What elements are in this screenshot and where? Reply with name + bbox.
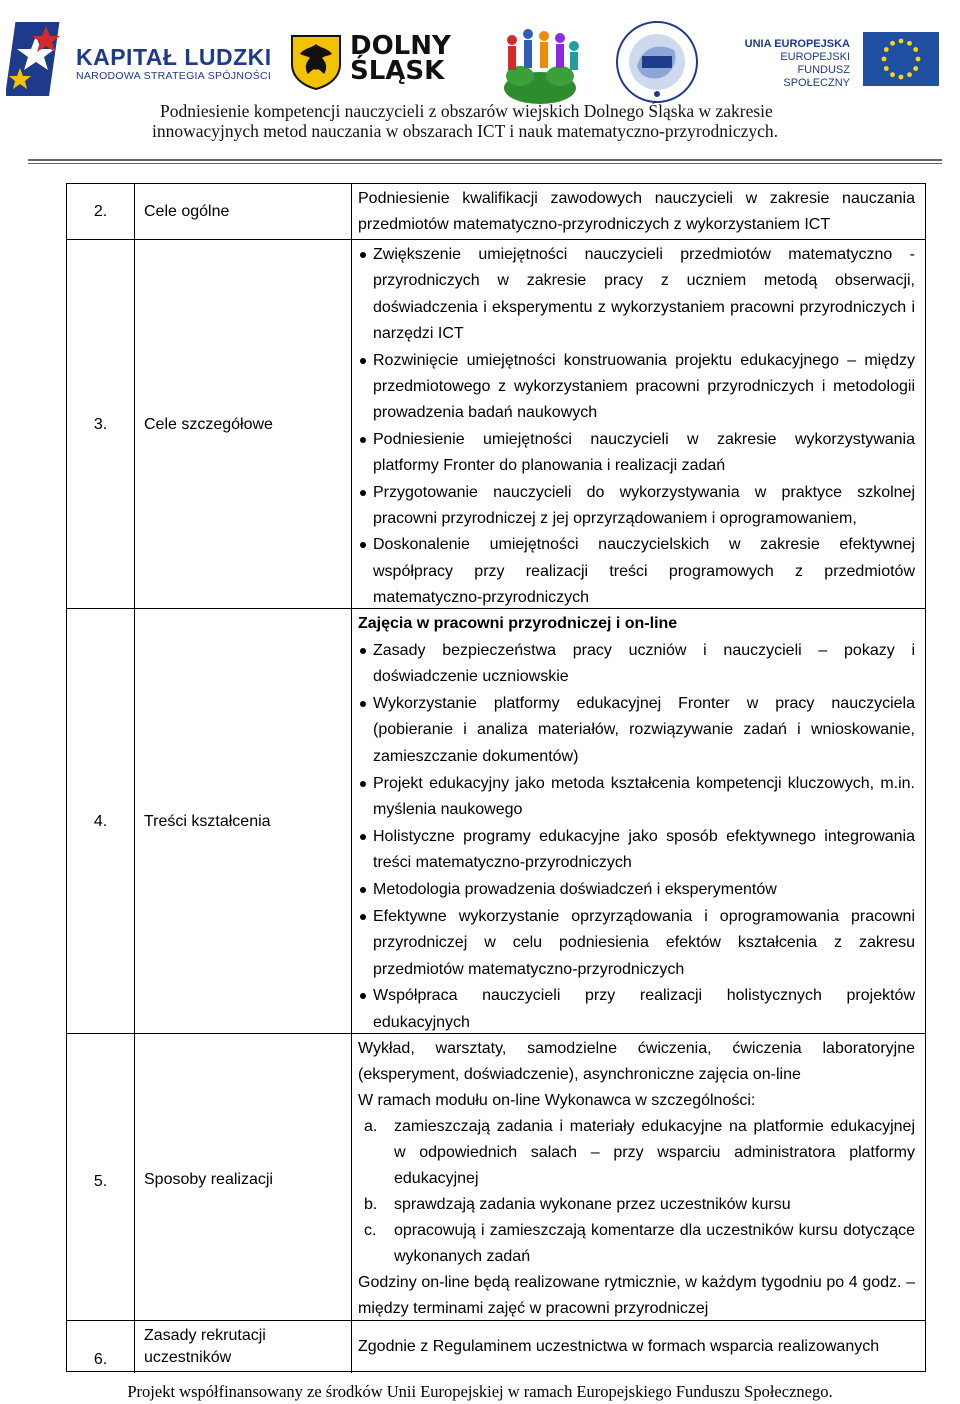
list-item <box>358 1192 915 1218</box>
eu-line3: FUNDUSZ SPOŁECZNY <box>783 64 850 89</box>
methods-lead: W ramach modułu on-line Wykonawca w szczególności: <box>358 1092 756 1109</box>
row-label: Cele szczegółowe <box>135 240 352 609</box>
row-label: Sposoby realizacji <box>135 1034 352 1321</box>
project-title-line2: innowacyjnych metod nauczania w obszarach ICT i nauk matematyczno-przyrodniczych. <box>152 121 779 141</box>
list-item: Holistyczne programy edukacyjne jako sposób efektywnego integrowania treści matematyczno-przyrodniczych <box>358 824 915 877</box>
dolny-slask-wordmark <box>350 31 451 86</box>
row-content <box>352 1321 925 1373</box>
kapital-ludzki-subtitle: NARODOWA STRATEGIA SPÓJNOŚCI <box>76 70 272 82</box>
dodn-seal-icon <box>612 18 702 106</box>
list-marker: c. <box>364 1222 377 1239</box>
row-content <box>352 184 925 239</box>
table-row <box>67 239 925 609</box>
list-marker: a. <box>364 1118 378 1135</box>
list-item: Przygotowanie nauczycieli do wykorzystywania w praktyce szkolnej pracowni przyrodniczej z jej oprzyrządowaniem i oprogramowaniem, <box>358 480 915 533</box>
header-divider <box>28 159 942 161</box>
kapital-ludzki-title: KAPITAŁ LUDZKI <box>76 44 272 70</box>
project-title-line1: Podniesienie kompetencji nauczycieli z obszarów wiejskich Dolnego Śląska w zakresie <box>160 101 773 121</box>
row-number: 6. <box>67 1321 135 1373</box>
methods-intro: Wykład, warsztaty, samodzielne ćwiczenia, ćwiczenia laboratoryjne (eksperyment, doświadczenie), asynchroniczne zajęcia on-line <box>358 1040 915 1083</box>
course-info-table <box>66 183 926 1372</box>
list-item: Efektywne wykorzystanie oprzyrządowania i oprogramowania pracowni przyrodniczej w celu podniesienia efektów kształcenia z zakresu przedmiotów matematyczno-przyrodniczych <box>358 904 915 984</box>
dodn-wroclaw-seal <box>612 18 702 106</box>
list-item: Podniesienie umiejętności nauczycieli w zakresie wykorzystywania platformy Fronter do planowania i realizacji zadań <box>358 427 915 480</box>
kapital-ludzki-logo <box>6 18 276 100</box>
list-item-text: opracowują i zamieszczają komentarze dla uczestników kursu dotyczące wykonanych zadań <box>394 1222 915 1265</box>
row-label: Treści kształcenia <box>135 609 352 1034</box>
eagle-shield-icon <box>290 34 342 90</box>
table-row <box>67 1320 925 1373</box>
row-label: Cele ogólne <box>135 184 352 239</box>
people-leaf-icon <box>490 26 590 108</box>
list-item: Rozwinięcie umiejętności konstruowania projektu edukacyjnego – między przedmiotowego z wykorzystaniem pracowni przyrodniczych i metodologii prowadzenia badań naukowych <box>358 348 915 427</box>
header-divider-thin <box>28 163 942 164</box>
list-item: Metodologia prowadzenia doświadczeń i eksperymentów <box>358 877 915 904</box>
list-item <box>358 1114 915 1192</box>
section-heading: Zajęcia w pracowni przyrodniczej i on-line <box>358 615 678 632</box>
list-item-text: zamieszczają zadania i materiały edukacyjne na platformie edukacyjnej w odpowiednich salach – przy wsparciu administratora platformy edukacyjnej <box>394 1118 915 1187</box>
list-item: Projekt edukacyjny jako metoda kształcenia kompetencji kluczowych, m.in. myślenia naukowego <box>358 771 915 824</box>
dolny-slask-line2: ŚLĄSK <box>350 56 445 86</box>
row-label: Zasady rekrutacji uczestników <box>135 1321 352 1373</box>
dolny-slask-logo <box>290 31 455 90</box>
list-item: Wykorzystanie platformy edukacyjnej Fronter w pracy nauczyciela (pobieranie i analiza materiałów, rozwiązywanie zadań i wnioskowanie, zamieszczanie dokumentów) <box>358 691 915 771</box>
eu-line1: UNIA EUROPEJSKA <box>744 38 850 50</box>
lettered-list <box>358 1114 915 1270</box>
list-item <box>358 1218 915 1270</box>
table-row <box>67 1033 925 1321</box>
list-marker: b. <box>364 1196 378 1213</box>
eu-line2: EUROPEJSKI <box>780 51 850 63</box>
row-number: 5. <box>67 1034 135 1321</box>
row-number: 3. <box>67 240 135 609</box>
list-item-text: sprawdzają zadania wykonane przez uczestników kursu <box>394 1196 791 1213</box>
bullet-list <box>358 242 915 612</box>
bullet-list <box>358 638 915 1037</box>
table-row <box>67 184 925 239</box>
list-item: Zwiększenie umiejętności nauczycieli przedmiotów matematyczno -przyrodniczych w zakresie pracy z uczniem metodą obserwacji, doświadczenia i eksperymentu z wykorzystaniem pracowni przyrodniczych i narzędzi ICT <box>358 242 915 348</box>
row-content <box>352 609 925 1034</box>
eu-flag-icon <box>863 32 939 86</box>
page-footer: Projekt współfinansowany ze środków Unii Europejskiej w ramach Europejskiego Funduszu Społecznego. <box>127 1382 833 1401</box>
kapital-ludzki-star-icon <box>6 18 70 100</box>
methods-outro: Godziny on-line będą realizowane rytmicznie, w każdym tygodniu po 4 godz. – między terminami zajęć w pracowni przyrodniczej <box>358 1274 915 1317</box>
row-text: Zgodnie z Regulaminem uczestnictwa w formach wsparcia realizowanych <box>358 1337 880 1355</box>
row-content <box>352 240 925 609</box>
page-header <box>0 0 960 165</box>
eu-text <box>738 38 850 90</box>
eu-esf-logo <box>728 30 943 89</box>
row-content <box>352 1034 925 1321</box>
people-logo <box>490 26 590 108</box>
row-number: 2. <box>67 184 135 239</box>
list-item: Doskonalenie umiejętności nauczycielskich w zakresie efektywnej współpracy przy realizacji treści programowych z przedmiotów matematyczno-przyrodniczych <box>358 532 915 611</box>
table-row <box>67 608 925 1034</box>
dolny-slask-line1: DOLNY <box>350 31 451 61</box>
row-text: Podniesienie kwalifikacji zawodowych nauczycieli w zakresie nauczania przedmiotów matematyczno-przyrodniczych z wykorzystaniem ICT <box>358 190 915 234</box>
list-item: Współpraca nauczycieli przy realizacji holistycznych projektów edukacyjnych <box>358 983 915 1036</box>
row-number: 4. <box>67 609 135 1034</box>
list-item: Zasady bezpieczeństwa pracy uczniów i nauczycieli – pokazy i doświadczenie uczniowskie <box>358 638 915 691</box>
